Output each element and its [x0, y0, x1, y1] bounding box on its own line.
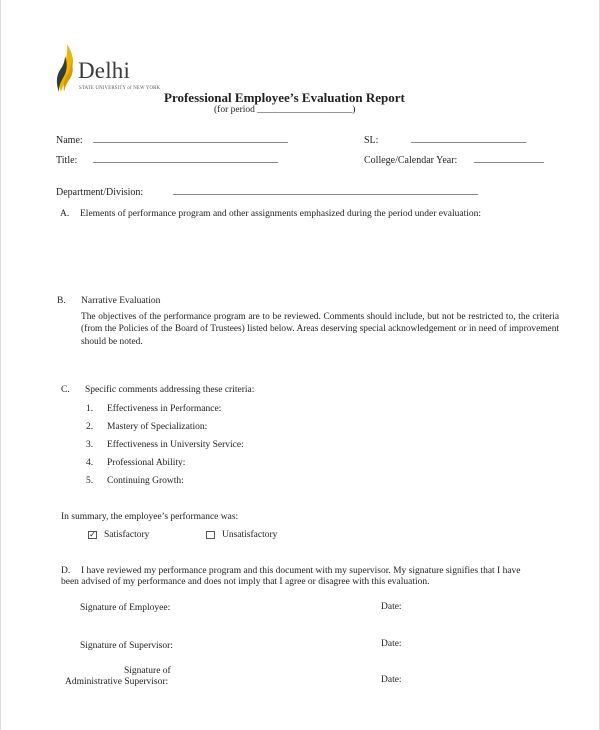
supervisor-date-label: Date: — [381, 639, 402, 649]
title-field[interactable]: _____________________________________ — [93, 153, 278, 164]
sl-label: SL: — [364, 135, 379, 146]
admin-date-label: Date: — [381, 675, 402, 685]
name-label: Name: — [56, 135, 83, 146]
criteria-number: 1. — [86, 404, 94, 414]
satisfactory-checkbox[interactable] — [88, 531, 97, 539]
section-c-heading: Specific comments addressing these criteria: — [85, 385, 255, 395]
department-field[interactable]: _____________________________________________________________ — [173, 185, 478, 196]
supervisor-signature-label: Signature of Supervisor: — [80, 641, 173, 651]
criteria-continuing-growth: Continuing Growth: — [107, 476, 184, 486]
flame-logo-icon — [53, 42, 79, 94]
section-b-heading: Narrative Evaluation — [81, 296, 161, 306]
employee-date-label: Date: — [381, 602, 402, 612]
unsatisfactory-label: Unsatisfactory — [222, 530, 278, 540]
logo-tagline: STATE UNIVERSITY of NEW YORK — [79, 86, 161, 91]
name-field[interactable]: _______________________________________ — [93, 133, 288, 144]
section-c-marker: C. — [61, 385, 70, 395]
college-year-field[interactable]: ______________ — [474, 153, 544, 164]
title-label: Title: — [56, 155, 78, 166]
employee-signature-label: Signature of Employee: — [80, 603, 171, 613]
section-a-text: Elements of performance program and other assignments emphasized during the period under evaluation: — [80, 209, 481, 219]
section-a-marker: A. — [60, 209, 70, 219]
criteria-number: 2. — [86, 422, 94, 432]
criteria-professional-ability: Professional Ability: — [107, 458, 186, 468]
section-b-marker: B. — [57, 296, 66, 306]
admin-signature-label-line2: Administrative Supervisor: — [65, 677, 169, 687]
section-b-paragraph: The objectives of the performance program are to be reviewed. Comments should include, but not be restricted to, the criteria (from the Policies of the Board of Trustees) listed below. Areas deserving special acknowledgement or in need of improvement should be noted. — [81, 312, 559, 347]
logo-wordmark: Delhi — [78, 58, 131, 83]
section-d-line1: I have reviewed my performance program and this document with my supervisor. My signature signifies that I have — [81, 566, 521, 576]
college-year-label: College/Calendar Year: — [364, 155, 458, 166]
criteria-number: 4. — [86, 458, 94, 468]
section-d-marker: D. — [61, 566, 71, 576]
criteria-university-service: Effectiveness in University Service: — [107, 440, 244, 450]
check-icon: ✓ — [89, 530, 96, 539]
page-title: Professional Employee’s Evaluation Report — [164, 90, 405, 105]
criteria-effectiveness-performance: Effectiveness in Performance: — [107, 404, 222, 414]
unsatisfactory-checkbox[interactable] — [206, 531, 215, 539]
sl-field[interactable]: _______________________ — [411, 133, 526, 144]
criteria-number: 5. — [86, 476, 94, 486]
satisfactory-label: Satisfactory — [104, 530, 150, 540]
criteria-number: 3. — [86, 440, 94, 450]
department-label: Department/Division: — [56, 187, 144, 198]
period-field[interactable]: (for period ____________________) — [214, 105, 356, 115]
summary-text: In summary, the employee’s performance was: — [61, 512, 239, 522]
admin-signature-label-line1: Signature of — [124, 666, 171, 676]
criteria-mastery-specialization: Mastery of Specialization: — [107, 422, 208, 432]
section-d-line2: been advised of my performance and does not imply that I agree or disagree with this evaluation. — [61, 577, 430, 587]
